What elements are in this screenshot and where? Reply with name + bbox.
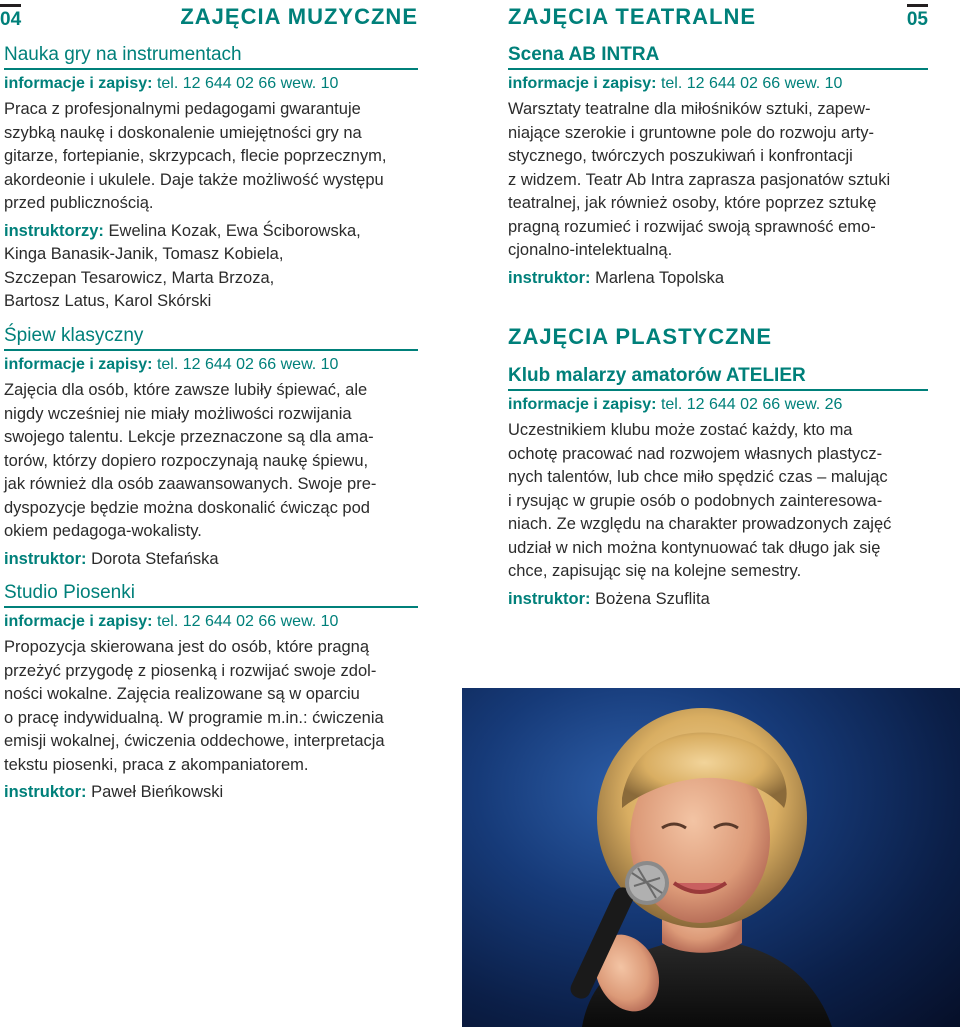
- course-info: informacje i zapisy: tel. 12 644 02 66 wew. 26: [508, 396, 843, 413]
- section-title-art: ZAJĘCIA PLASTYCZNE: [508, 324, 773, 349]
- course-instructors: instruktorzy: Ewelina Kozak, Ewa Ściborowska, Kinga Banasik-Janik, Tomasz Kobiela, Szczepan Tesarowicz, Marta Brzoza, Bartosz Latus, Karol Skórski: [4, 221, 361, 310]
- course-atelier: [508, 365, 928, 611]
- singer-illustration: [462, 688, 960, 1027]
- course-title: Klub malarzy amatorów ATELIER: [508, 365, 928, 391]
- course-info: informacje i zapisy: tel. 12 644 02 66 wew. 10: [4, 75, 339, 92]
- course-title: Nauka gry na instrumentach: [4, 44, 418, 70]
- section-title-theatre: ZAJĘCIA TEATRALNE: [508, 4, 756, 29]
- course-info: informacje i zapisy: tel. 12 644 02 66 wew. 10: [4, 613, 339, 630]
- page-number-left: 04: [0, 4, 21, 28]
- course-description: Warsztaty teatralne dla miłośników sztuki, zapew- niające szerokie i gruntowne pole do rozwoju arty- stycznego, twórczych poszukiwań i konfrontacji z widzem. Teatr Ab Intra zaprasza pasjonatów sztuki teatralnej, jak również osoby, które poprzez sztukę pragną rozumieć i rozwijać swoją sprawność emo- cjonalno-intelektualną.: [508, 100, 891, 259]
- course-info: informacje i zapisy: tel. 12 644 02 66 wew. 10: [4, 356, 339, 373]
- course-song-studio: [4, 582, 418, 805]
- course-title: Studio Piosenki: [4, 582, 418, 608]
- course-instruments: [4, 44, 418, 314]
- section-title-music: ZAJĘCIA MUZYCZNE: [180, 4, 418, 29]
- course-description: Praca z profesjonalnymi pedagogami gwarantuje szybką naukę i doskonalenie umiejętności gry na gitarze, fortepianie, skrzypcach, flecie poprzecznym, akordeonie i ukulele. Daje także możliwość występu przed publicznością.: [4, 100, 387, 212]
- course-instructors: instruktor: Marlena Topolska: [508, 268, 725, 287]
- course-ab-intra: [508, 44, 928, 290]
- course-description: Uczestnikiem klubu może zostać każdy, kto ma ochotę pracować nad rozwojem własnych plastycz- nych talentów, lub chce miło spędzić czas – malując i rysując w grupie osób o podobnych zainteresowa- niach. Ze względu na charakter prowadzonych zajęć udział w nich można kontynuować tak długo jak się chce, zapisując się na kolejne semestry.: [508, 421, 892, 580]
- course-instructors: instruktor: Dorota Stefańska: [4, 549, 219, 568]
- course-title: Scena AB INTRA: [508, 44, 928, 70]
- page-number-right: 05: [907, 4, 928, 28]
- course-description: Propozycja skierowana jest do osób, które pragną przeżyć przygodę z piosenką i rozwijać swoje zdol- ności wokalne. Zajęcia realizowane są w oparciu o pracę indywidualną. W programie m.in.: ćwiczenia emisji wokalnej, ćwiczenia oddechowe, interpretacja tekstu piosenki, praca z akompaniatorem.: [4, 638, 385, 774]
- course-description: Zajęcia dla osób, które zawsze lubiły śpiewać, ale nigdy wcześniej nie miały możliwości rozwijania swojego talentu. Lekcje przeznaczone są dla ama- torów, którzy dopiero rozpoczynają naukę śpiewu, jak również dla osób zaawansowanych. Swoje pre- dyspozycje będzie można doskonalić ćwicząc pod okiem pedagoga-wokalisty.: [4, 381, 377, 540]
- course-instructors: instruktor: Bożena Szuflita: [508, 589, 710, 608]
- singer-photo: [462, 688, 960, 1027]
- course-classical-singing: [4, 325, 418, 571]
- course-instructors: instruktor: Paweł Bieńkowski: [4, 783, 224, 801]
- course-info: informacje i zapisy: tel. 12 644 02 66 wew. 10: [508, 75, 843, 92]
- course-title: Śpiew klasyczny: [4, 325, 418, 351]
